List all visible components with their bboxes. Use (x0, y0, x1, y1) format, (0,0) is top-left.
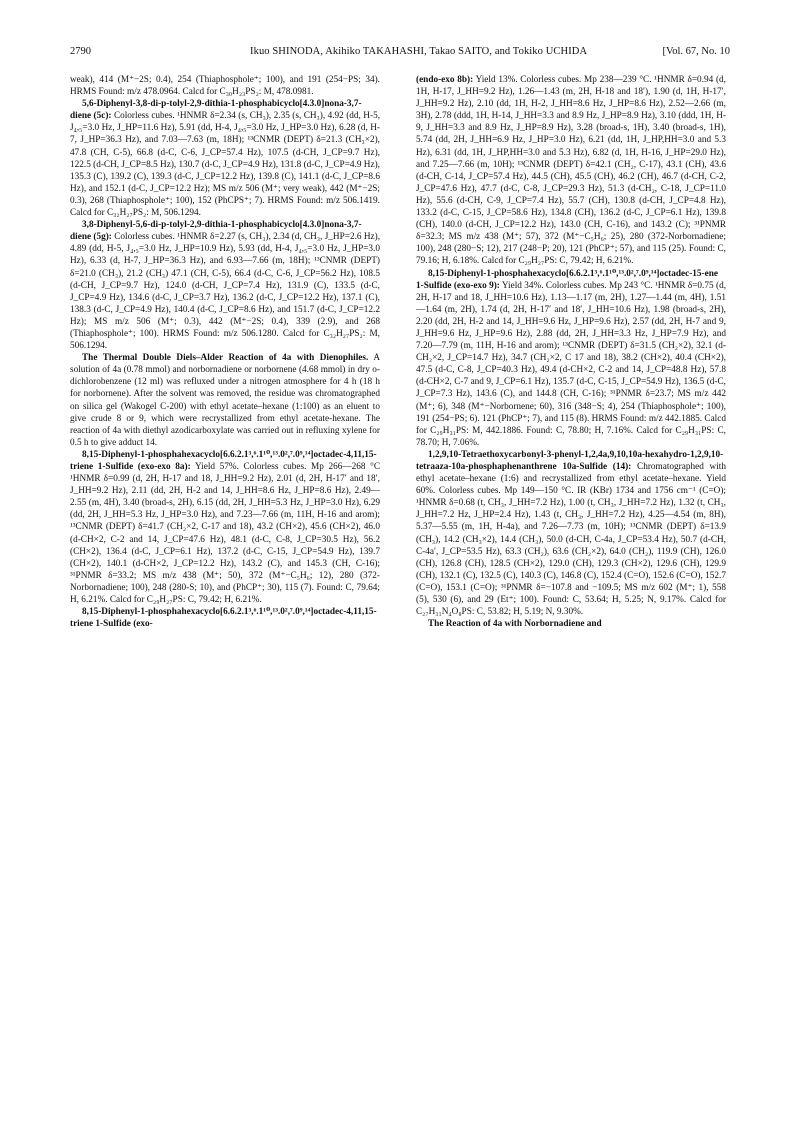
compound-14-title: 1,2,9,10-Tetraethoxycarbonyl-3-phenyl-1,2,4a,9,10,10a-hexahydro-1,2,9,10-tetraaza-10a-phosphaphenanthrene 10a-Sulfide (14): (416, 449, 724, 472)
thermal-reaction-title: The Thermal Double Diels–Alder Reaction of 4a with Dienophiles. (82, 353, 369, 364)
page-header (70, 46, 730, 62)
compound-5g-title: 3,8-Diphenyl-5,6-di-p-tolyl-2,9-dithia-1-phosphabicyclo[4.3.0]nona-3,7-diene (5g): (70, 220, 362, 243)
compound-8b-entry (416, 74, 726, 268)
compound-5c-title: 5,6-Diphenyl-3,8-di-p-tolyl-2,9-dithia-1-phosphabicyclo[4.3.0]nona-3,7-diene (5c): (70, 99, 362, 122)
norbornadiene-section (416, 618, 726, 630)
compound-8a-title: 8,15-Diphenyl-1-phosphahexacyclo[6.6.2.1³,⁶.1¹⁰,¹³.0²,⁷.0⁹,¹⁴]octadec-4,11,15-triene 1-Sulfide (exo-exo 8a): (70, 449, 377, 472)
running-authors: Ikuo SHINODA, Akihiko TAKAHASHI, Takao SAITO, and Tokiko UCHIDA (250, 46, 588, 57)
compound-8b-body: Yield 13%. Colorless cubes. Mp 238—239 °C. ¹HNMR δ=0.94 (d, 1H, H-17, J_HH=9.2 Hz), 1.26—1.43 (m, 2H, H-18 and 18′), 1.90 (d, 1H, H-17′, J_HH=9.2 Hz), 2.10 (dd, 1H, H-2, J_HH=8.6 Hz, J_HP=8.6 Hz), 2.52—2.66 (m, 3H), 2.78 (ddd, 1H, H-14, J_HH=3.3 and 8.9 Hz, J_HP=8.9 Hz), 3.10 (ddd, 1H, H-9, J_HH=3.3 and 8.9 Hz, J_HP=8.9 Hz), 3.28 (broad-s, 1H), 3.40 (broad-s, 1H), 5.74 (dd, 2H, J_HH=6.9 Hz, J_HP=3.0 Hz), 6.21 (dd, 1H, J_HP,HH=3.0 and 5.3 Hz), 6.31 (dd, 1H, J_HP,HH=3.0 and 5.3 Hz), 6.82 (d, 1H, H-16, J_HP=29.0 Hz), and 7.25—7.66 (m, 10H); ¹³CNMR (DEPT) δ=42.1 (CH₂, C-17), 43.1 (CH), 43.6 (d-CH, C-14, J_CP=57.4 Hz), 44.5 (CH), 45.5 (CH), 46.2 (CH), 46.7 (d-CH, C-2, J_CP=47.6 Hz), 47.7 (d-C, C-8, J_CP=29.3 Hz), 51.3 (d-CH₂, C-18, J_CP=11.0 Hz), 55.6 (d-CH, C-9, J_CP=7.4 Hz), 55.7 (CH), 130.8 (d-CH, J_CP=4.8 Hz), 133.2 (d-C, C-15, J_CP=58.6 Hz), 134.8 (CH), 136.2 (d-C, J_CP=6.1 Hz), 139.8 (CH), 140.0 (d-CH, J_CP=12.2 Hz), 143.0 (CH, C-16), and 143.2 (C); ³¹PNMR δ=32.3; MS m/z 438 (M⁺; 57), 372 (M⁺−C₅H₆; 25), 280 (372-Norbornadiene; 100), 248 (280−S; 12), 217 (248−P; 20), 121 (PhCP⁺; 57), and 115 (25). Found: C, 79.16; H, 6.18%. Calcd for C₂₉H₂₇PS: C, 79.42; H, 6.21%. (416, 75, 726, 267)
left-column (70, 74, 380, 630)
compound-8a-body: Yield 57%. Colorless cubes. Mp 266—268 °C ¹HNMR δ=0.99 (d, 2H, H-17 and 18, J_HH=9.2 Hz), 2.01 (d, 2H, H-17′ and 18′, J_HH=9.2 Hz), 2.11 (dd, 2H, H-2 and 14, J_HH=8.6 Hz, J_HP=8.6 Hz), 2.49—2.55 (m, 4H), 3.40 (broad-s, 2H), 6.15 (dd, 2H, J_HH=5.3 Hz, J_HP=3.0 Hz), 6.29 (dd, 2H, J_HH=5.3 Hz, J_HP=3.0 Hz), and 7.23—7.66 (m, 11H, H-16 and arom); ¹³CNMR (DEPT) δ=41.7 (CH₂×2, C-17 and 18), 43.2 (CH×2), 45.6 (CH×2), 46.0 (d-CH×2, C-2 and 14, J_CP=47.6 Hz), 48.1 (d-C, C-8, J_CP=30.5 Hz), 56.2 (CH×2), 136.4 (d-C, J_CP=6.1 Hz), 137.2 (d-C, C-15, J_CP=54.9 Hz), 139.7 (CH×2), 140.1 (d-CH×2, J_CP=12.2 Hz), 143.2 (C), and 145.3 (CH, C-16); ³¹PNMR δ=33.2; MS m/z 438 (M⁺; 50), 372 (M⁺−C₅H₆; 12), 280 (372-Norbornadiene; 100), 248 (280-S; 10), and (PhCP⁺; 30), 115 (7). Found: C, 79.64; H, 6.21%. Calcd for C₂₉H₂₇PS: C, 79.42; H, 6.21%. (70, 462, 380, 606)
compound-8b-title-cont: (endo-exo 8b): (416, 75, 474, 85)
page-number: 2790 (70, 46, 91, 57)
compound-5g-body: Colorless cubes. ¹HNMR δ=2.27 (s, CH₃), 2.34 (d, CH₃, J_HP=2.6 Hz), 4.89 (dd, H-5, J₄,₅=3.0 Hz, J_HP=10.9 Hz), 5.93 (dd, H-4, J₄,₅=3.0 Hz, J_HP=3.0 Hz), 6.33 (d, H-7, J_HP=36.3 Hz), and 6.93—7.66 (m, 18H); ¹³CNMR (DEPT) δ=21.0 (CH₃), 21.2 (CH₃) 47.1 (CH, C-5), 66.4 (d-C, C-6, J_CP=56.2 Hz), 108.5 (d-CH, J_CP=9.7 Hz), 124.0 (d-CH, J_CP=7.4 Hz), 131.9 (C), 133.5 (d-C, J_CP=4.9 Hz), 134.6 (d-C, J_CP=3.7 Hz), 136.2 (d-C, J_CP=12.2 Hz), 137.1 (C), 138.3 (d-C, J_CP=4.9 Hz), 140.4 (d-C, J_CP=8.6 Hz), and 151.7 (d-C, J_CP=12.2 Hz); MS m/z 506 (M⁺; 0.3), 442 (M⁺−2S; 0.4), 339 (2.9), and 268 (Thiaphosphole⁺; 100). HRMS Found: m/z 506.1280. Calcd for C₃₂H₂₇PS₂: M, 506.1294. (70, 232, 381, 352)
compound-9-title: 8,15-Diphenyl-1-phosphahexacyclo[6.6.2.1³,⁶.1¹⁰,¹³.0²,⁷.0⁹,¹⁴]octadec-15-ene 1-Sulfide (exo-exo 9): (416, 268, 718, 291)
compound-5c-entry (70, 98, 380, 219)
right-column (416, 74, 726, 630)
compound-9-body: Yield 34%. Colorless cubes. Mp 243 °C. ¹HNMR δ=0.75 (d, 2H, H-17 and 18, J_HH=10.6 Hz), 1.13—1.17 (m, 2H), 1.27—1.44 (m, 4H), 1.51—1.64 (m, 2H), 1.74 (d, 2H, H-17′ and 18′, J_HH=10.6 Hz), 1.98 (broad-s, 2H), 2.20 (dd, 2H, H-2 and 14, J_HH=9.6 Hz, J_HP=9.6 Hz), 2.57 (dd, 2H, H-7 and 9, J_HH=9.6 Hz, J_HP=9.6 Hz), 2.88 (dd, 2H, J_HH=3.3 Hz, J_HP=7.9 Hz), and 7.20—7.79 (m, 11H, H-16 and arom); ¹³CNMR (DEPT) δ=31.5 (CH₂×2), 32.1 (d-CH₂×2, J_CP=14.7 Hz), 34.7 (CH₂×2, C 17 and 18), 38.2 (CH×2), 40.4 (CH×2), 47.5 (d-C, C-8, J_CP=40.3 Hz), 49.4 (d-CH×2, C-2 and 14, J_CP=48.8 Hz), 57.8 (d-CH×2, C-7 and 9, J_CP=6.1 Hz), 135.7 (d-C, C-15, J_CP=54.9 Hz), 136.5 (d-C, J_CP=7.3 Hz), 143.6 (C), and 144.8 (CH, C-16); ³¹PNMR δ=23.7; MS m/z 442 (M⁺; 6), 348 (M⁺−Norbornene; 60), 316 (348−S; 4), 254 (Thiaphosphole⁺; 100), 191 (254−PS; 6). 121 (PhCP⁺; 7), and 115 (8). HRMS Found: m/z 442.1885. Calcd for C₂₉H₃₁PS: M, 442.1886. Found: C, 78.80; H, 7.16%. Calcd for C₂₉H₃₁PS: C, 78.70; H, 7.06%. (416, 280, 727, 448)
compound-8b-title: 8,15-Diphenyl-1-phosphahexacyclo[6.6.2.1³,⁶.1¹⁰,¹³.0²,⁷.0⁹,¹⁴]octadec-4,11,15-triene 1-Sulfide (exo- (70, 607, 377, 630)
volume-info: [Vol. 67, No. 10 (662, 46, 730, 57)
thermal-reaction-body: A solution of 4a (0.78 mmol) and norbornadiene or norbornene (4.68 mmol) in dry o-dichlorobenzene (12 ml) was refluxed under a nitrogen atmosphere for 4 h (18 h for norbornene). After the solvent was removed, the residue was chromatographed on silica gel (Wakogel C-200) with ethyl acetate–hexane (1:100) as an eluent to give crude 8 or 9, which were recrystallized from ethyl acetate-hexane. The reaction of 4a with diethyl azodicarboxylate was carried out in refluxing xylene for 0.5 h to give adduct 14. (70, 353, 380, 448)
compound-14-entry (416, 449, 726, 618)
paragraph-continuation: weak), 414 (M⁺−2S; 0.4), 254 (Thiaphosphole⁺; 100), and 191 (254−PS; 34). HRMS Found: m/z 478.0964. Calcd for C₃₀H₂₃PS₂: M, 478.0981. (70, 75, 380, 98)
compound-5g-entry (70, 219, 380, 352)
compound-14-body: Chromatographed with ethyl acetate–hexane (1:6) and recrystallized from ethyl acetate–hexane. Yield 60%. Colorless cubes. Mp 149—150 °C. IR (KBr) 1734 and 1756 cm⁻¹ (C=O); ¹HNMR δ=0.68 (t, CH₃, J_HH=7.2 Hz), 1.00 (t, CH₃, J_HH=7.2 Hz), 1.32 (t, CH₃, J_HH=7.2 Hz, J_HP=2.4 Hz), 1.43 (t, CH₃, J_HH=7.2 Hz), 4.25—4.54 (m, 8H), 5.37—5.55 (m, 1H, H-4a), and 7.26—7.73 (m, 10H); ¹³CNMR (DEPT) δ=13.9 (CH₃), 14.2 (CH₃×2), 14.4 (CH₃), 50.0 (d-CH, C-4a, J_CP=53.4 Hz), 50.7 (d-CH, C-4a′, J_CP=53.5 Hz), 63.3 (CH₂), 63.6 (CH₂×2), 64.0 (CH₂), 119.9 (CH), 126.0 (CH), 126.8 (CH), 128.5 (CH×2), 129.0 (CH), 129.3 (CH×2), 129.6 (CH), 129.9 (CH), 132.1 (C), 132.5 (C), 140.3 (C), 146.8 (C), 152.4 (C=O), 152.6 (C=O), 152.7 (C=O), 153.1 (C=O); ³¹PNMR δ=−107.8 and −109.5; MS m/z 602 (M⁺; 1), 558 (5), 530 (6), and 29 (Et⁺; 100). Found: C, 53.64; H, 5.25; N, 9.17%. Calcd for C₂₇H₃₁N₄O₈PS: C, 53.82; H, 5.19; N, 9.30%. (416, 462, 727, 618)
compound-9-entry (416, 268, 726, 449)
compound-8b-title-start (70, 606, 380, 630)
norbornadiene-title: The Reaction of 4a with Norbornadiene and (428, 619, 602, 630)
thermal-reaction-section (70, 352, 380, 449)
compound-5c-body: Colorless cubes. ¹HNMR δ=2.34 (s, CH₃), 2.35 (s, CH₃), 4.92 (dd, H-5, J₄,₅=3.0 Hz, J_HP=11.6 Hz), 5.91 (dd, H-4, J₄,₅=3.0 Hz, J_HP=3.0 Hz), 6.28 (d, H-7, J_HP=36.3 Hz), and 7.03—7.63 (m, 18H); ¹³CNMR (DEPT) δ=21.3 (CH₃×2), 47.8 (CH, C-5), 66.8 (d-C, C-6, J_CP=57.4 Hz), 107.5 (d-CH, J_CP=9.7 Hz), 122.5 (d-CH, J_CP=8.5 Hz), 130.7 (d-C, J_CP=4.9 Hz), 131.8 (d-C, J_CP=4.9 Hz), 135.3 (C), 139.2 (C), 139.3 (d-C, J_CP=12.2 Hz), 139.8 (C), 141.1 (d-C, J_CP=8.6 Hz), and 152.1 (d-C, J_CP=12.2 Hz); MS m/z 506 (M⁺; very weak), 442 (M⁺−2S; 0.3), 268 (Thiaphosphole⁺; 100), 152 (PhCPS⁺; 7). HRMS Found: m/z 506.1419. Calcd for C₃₂H₂₇PS₂: M, 506.1294. (70, 111, 381, 219)
compound-8a-entry (70, 449, 380, 606)
